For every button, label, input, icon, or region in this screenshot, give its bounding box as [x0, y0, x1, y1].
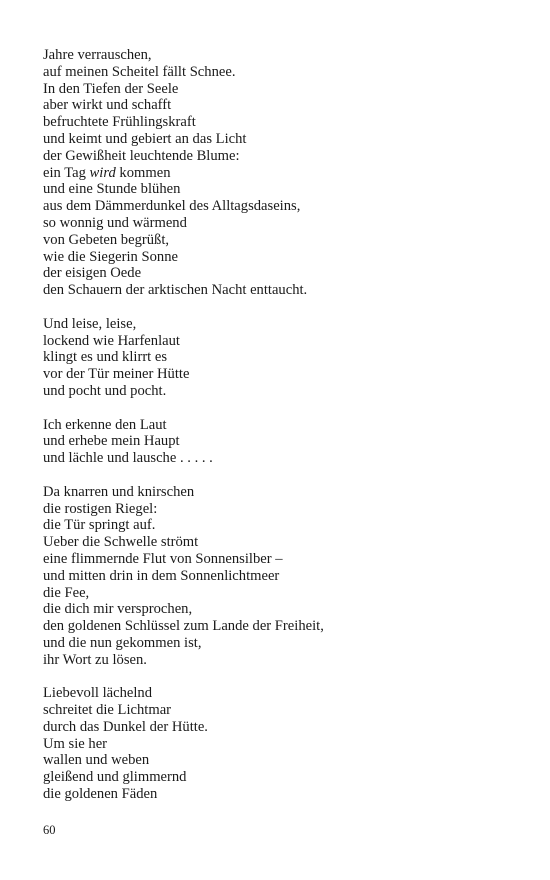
poem-line: Jahre verrauschen, — [43, 47, 152, 63]
poem-line: und erhebe mein Haupt — [43, 433, 180, 450]
poem-line: und lächle und lausche . . . . . — [43, 450, 213, 467]
poem-line: aus dem Dämmerdunkel des Alltagsdaseins, — [43, 198, 301, 215]
poem-line: vor der Tür meiner Hütte — [43, 366, 190, 383]
poem-line: eine flimmernde Flut von Sonnensilber – — [43, 550, 283, 567]
poem-line: Ich erkenne den Laut — [43, 416, 167, 433]
stanza — [43, 685, 523, 803]
emphasized-word: wird — [89, 164, 116, 181]
poem-line: lockend wie Harfenlaut — [43, 332, 180, 349]
poem-line: schreitet die Lichtmar — [43, 702, 172, 719]
stanza — [43, 417, 523, 467]
poem-line: durch das Dunkel der Hütte. — [43, 718, 208, 735]
poem-line: den Schauern der arktischen Nacht enttaucht. — [43, 282, 308, 299]
poem-line: befruchtete Frühlingskraft — [43, 114, 196, 131]
poem-line — [43, 165, 523, 182]
poem-line: den goldenen Schlüssel zum Lande der Freiheit, — [43, 618, 324, 635]
poem-line: Liebevoll lächelnd — [43, 685, 153, 702]
poem-line: ihr Wort zu lösen. — [43, 651, 147, 668]
poem-line: In den Tiefen der Seele — [43, 80, 179, 97]
poem-line: aber wirkt und schafft — [43, 97, 172, 114]
poem-line: Und leise, leise, — [43, 315, 137, 332]
poem-line: die rostigen Riegel: — [43, 500, 158, 517]
stanza — [43, 47, 523, 299]
poem-line: Um sie her — [43, 735, 108, 752]
poem-line: die Tür springt auf. — [43, 517, 156, 534]
poem-line: Ueber die Schwelle strömt — [43, 534, 199, 551]
poem-body — [43, 47, 523, 820]
poem-line: wallen und weben — [43, 752, 150, 769]
poem-line: und mitten drin in dem Sonnenlichtmeer — [43, 567, 280, 584]
poem-line: die goldenen Fäden — [43, 786, 158, 803]
poem-line: von Gebeten begrüßt, — [43, 231, 170, 248]
poem-line: wie die Siegerin Sonne — [43, 248, 178, 265]
page-number: 60 — [43, 823, 56, 837]
line-text-before: ein Tag — [43, 164, 90, 181]
line-text-after: kommen — [115, 164, 171, 181]
poem-line: und keimt und gebiert an das Licht — [43, 130, 247, 147]
stanza — [43, 484, 523, 669]
poem-line: gleißend und glimmernd — [43, 769, 187, 786]
poem-line: so wonnig und wärmend — [43, 214, 187, 231]
poem-line: und pocht und pocht. — [43, 382, 167, 399]
poem-line: die Fee, — [43, 584, 90, 601]
stanza — [43, 316, 523, 400]
poem-line: der eisigen Oede — [43, 265, 142, 282]
poem-line: und eine Stunde blühen — [43, 181, 181, 198]
poem-line: klingt es und klirrt es — [43, 349, 168, 366]
poem-line: Da knarren und knirschen — [43, 483, 195, 500]
poem-line: der Gewißheit leuchtende Blume: — [43, 147, 240, 164]
poem-line: auf meinen Scheitel fällt Schnee. — [43, 63, 236, 80]
poem-line: die dich mir versprochen, — [43, 601, 193, 618]
poem-line: und die nun gekommen ist, — [43, 634, 202, 651]
